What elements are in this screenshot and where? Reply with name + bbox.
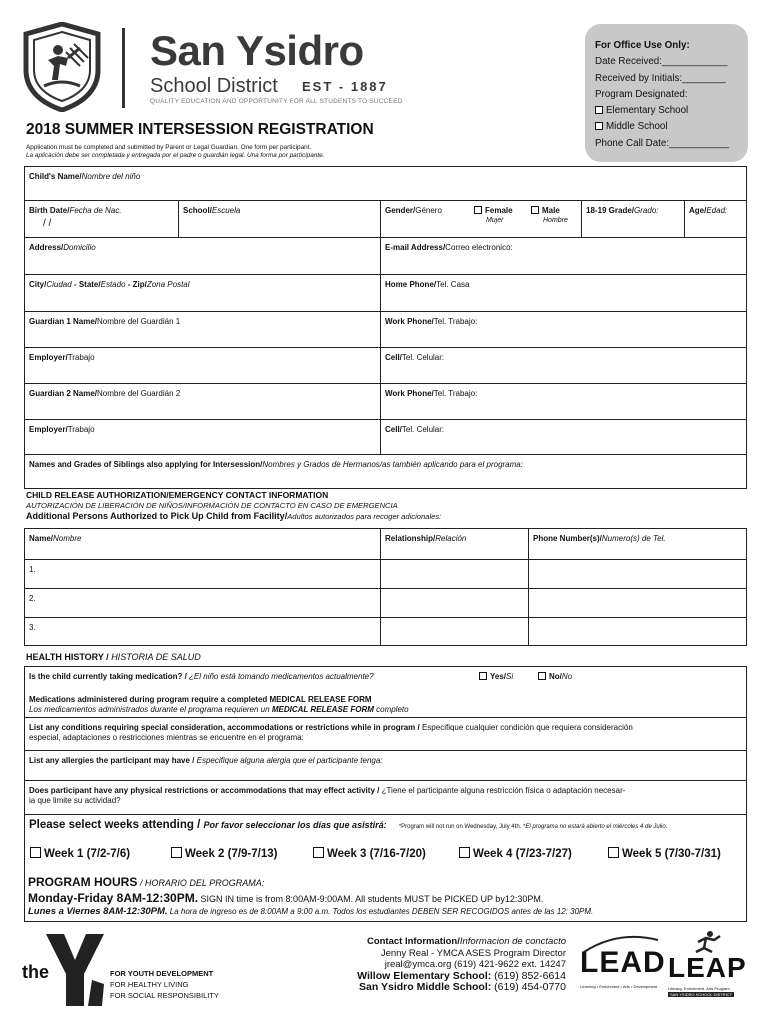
conditions-row[interactable] bbox=[25, 717, 746, 750]
pickup-phone-cell[interactable] bbox=[528, 589, 746, 617]
meds-release-note: Medications administered during program require a completed MEDICAL RELEASE FORM bbox=[29, 695, 372, 704]
guardian2-work-phone-field[interactable]: Work Phone/Tel. Trabajo: bbox=[380, 384, 746, 419]
employer2-row bbox=[25, 419, 746, 454]
guardian2-cell-field[interactable]: Cell/Tel. Celular: bbox=[380, 420, 746, 454]
contact-director: Jenny Real - YMCA ASES Program Director bbox=[380, 947, 566, 959]
male-checkbox[interactable] bbox=[531, 206, 539, 214]
program-hours-es: Lunes a Viernes 8AM-12:30PM. La hora de ingreso es de 8:00AM a 9:00 a.m. Todos los estudiantes DEBEN SER RECOGIDOS antes de las 12: 30PM. bbox=[28, 906, 594, 917]
conditions-field: List any conditions requiring special consideration, accommodations or restrictions while in program / Especifique cualquier condición que requiera consideración especial, adaptaciones o restricciones mientras se encuentre en el programa: bbox=[29, 723, 633, 742]
guardian1-row bbox=[25, 311, 746, 347]
week-1-checkbox[interactable] bbox=[30, 847, 41, 858]
district-established: EST - 1887 bbox=[302, 79, 388, 94]
male-option[interactable]: Male bbox=[531, 206, 560, 215]
pickup-row-3[interactable] bbox=[25, 617, 746, 645]
week-3-checkbox[interactable] bbox=[313, 847, 324, 858]
physical-row[interactable] bbox=[25, 780, 746, 814]
pickup-col-name: Name/Nombre bbox=[29, 534, 82, 543]
week-3-option[interactable] bbox=[313, 847, 426, 860]
form-title: 2018 SUMMER INTERSESSION REGISTRATION bbox=[26, 121, 374, 138]
employer2-field[interactable]: Employer/Trabajo bbox=[29, 425, 95, 434]
gender-field: Gender/Género Female Mujer Male Hombre bbox=[380, 201, 581, 237]
district-subtitle: School District bbox=[150, 75, 278, 97]
leap-text: LEAP bbox=[668, 952, 747, 983]
contact-info bbox=[357, 936, 566, 994]
leap-district: SAN YSIDRO SCHOOL DISTRICT bbox=[670, 992, 733, 997]
pickup-relationship-cell[interactable] bbox=[380, 560, 528, 588]
employer1-field[interactable]: Employer/Trabajo bbox=[29, 353, 95, 362]
week-1-label: Week 1 (7/2-7/6) bbox=[44, 848, 131, 860]
address-row bbox=[25, 237, 746, 274]
allergies-field: List any allergies the participant may have / Especifique alguna alergia que el participante tenga: bbox=[29, 756, 383, 765]
child-name-label: Child's Name/Nombre del niño bbox=[29, 172, 141, 181]
birth-date-field[interactable]: Birth Date/Fecha de Nac. / / bbox=[25, 201, 178, 237]
week-5-checkbox[interactable] bbox=[608, 847, 619, 858]
male-es-label: Hombre bbox=[543, 217, 568, 224]
middle-label: Middle School bbox=[606, 121, 668, 133]
office-phone-call[interactable]: Phone Call Date:___________ bbox=[595, 137, 729, 149]
weeks-note: *Program will not run on Wednesday, July 4th. *El programa no estará abierto el miércoles 4 de Julio. bbox=[398, 824, 668, 830]
pickup-phone-cell[interactable] bbox=[528, 560, 746, 588]
allergies-row[interactable] bbox=[25, 750, 746, 780]
week-4-option[interactable] bbox=[459, 847, 572, 860]
ymca-line-2: FOR HEALTHY LIVING bbox=[110, 980, 189, 989]
female-es-label: Mujer bbox=[486, 217, 504, 224]
meds-yes-option[interactable]: Yes/Si bbox=[479, 672, 513, 681]
medication-question: Is the child currently taking medication? / ¿El niño está tomando medicamentos actualmente? Yes/Si No/No Medications administered during program require a completed MEDICAL RELEASE FORM Los medicamentos administrados durante el programa requieren un MEDICAL RELEASE FORM completo bbox=[29, 672, 573, 714]
guardian1-name-field[interactable]: Guardian 1 Name/Nombre del Guardián 1 bbox=[29, 317, 181, 326]
pickup-row-number: 1. bbox=[29, 565, 36, 574]
week-2-label: Week 2 (7/9-7/13) bbox=[185, 848, 278, 860]
contact-willow: Willow Elementary School: (619) 852-6614 bbox=[357, 969, 566, 982]
home-phone-field[interactable]: Home Phone/Tel. Casa bbox=[380, 275, 746, 311]
pickup-phone-cell[interactable] bbox=[528, 618, 746, 645]
district-shield-logo bbox=[22, 22, 102, 112]
release-section-header bbox=[26, 490, 441, 521]
header-divider bbox=[122, 28, 125, 108]
pickup-relationship-cell[interactable] bbox=[380, 618, 528, 645]
office-program-designated: Program Designated: bbox=[595, 88, 688, 100]
birth-row bbox=[25, 200, 746, 237]
program-hours-en: Monday-Friday 8AM-12:30PM. SIGN IN time is from 8:00AM-9:00AM. All students MUST be PICKED UP by12:30PM. bbox=[28, 891, 544, 905]
guardian2-name-field[interactable]: Guardian 2 Name/Nombre del Guardián 2 bbox=[29, 389, 181, 398]
address-field[interactable]: Address/Domicilio bbox=[29, 243, 96, 252]
meds-no-option[interactable]: No/No bbox=[538, 672, 572, 681]
child-info-grid bbox=[24, 166, 747, 489]
pickup-relationship-cell[interactable] bbox=[380, 589, 528, 617]
guardian1-cell-field[interactable]: Cell/Tel. Celular: bbox=[380, 348, 746, 383]
office-elementary-option[interactable] bbox=[595, 103, 738, 119]
lead-logo bbox=[578, 934, 666, 1000]
leap-subtitle: Literacy, Enrichment, Arts Program bbox=[668, 986, 730, 991]
age-field[interactable]: Age/Edad: bbox=[684, 201, 746, 237]
pickup-label: Additional Persons Authorized to Pick Up Child from Facility/Adultos autorizados para recoger adicionales: bbox=[26, 511, 442, 521]
ymca-the-text: the bbox=[22, 962, 49, 982]
leap-logo bbox=[668, 930, 746, 1002]
form-note-en: Application must be completed and submitted by Parent or Legal Guardian. One form per participant. bbox=[26, 144, 312, 151]
release-title: CHILD RELEASE AUTHORIZATION/EMERGENCY CONTACT INFORMATION bbox=[26, 490, 329, 500]
ymca-tagline bbox=[110, 968, 219, 1001]
office-date-received[interactable]: Date Received:____________ bbox=[595, 56, 728, 68]
pickup-row-2[interactable] bbox=[25, 588, 746, 617]
weeks-select-field: Please select weeks attending / Por favor seleccionar los días que asistirá: *Program will not run on Wednesday, July 4th. *El programa no estará abierto el miércoles 4 de Julio. bbox=[29, 819, 668, 831]
form-note-es: La aplicación debe ser completada y entregada por el padre o guardián legal. Una forma por participante. bbox=[26, 152, 325, 160]
pickup-table bbox=[24, 528, 747, 646]
medication-row bbox=[25, 667, 746, 717]
pickup-col-phone: Phone Number(s)/Numero(s) de Tel. bbox=[528, 529, 746, 559]
form-note bbox=[26, 144, 324, 160]
pickup-row-number: 2. bbox=[29, 594, 36, 603]
ymca-line-1: FOR YOUTH DEVELOPMENT bbox=[110, 969, 214, 978]
office-received-by[interactable]: Received by Initials:________ bbox=[595, 72, 726, 84]
contact-email-phone: jreal@ymca.org (619) 421-9622 ext. 14247 bbox=[384, 959, 566, 970]
email-field[interactable]: E-mail Address/Correo electronico: bbox=[380, 238, 746, 274]
middle-checkbox[interactable] bbox=[595, 122, 603, 130]
child-name-row[interactable] bbox=[25, 167, 746, 200]
contact-title: Contact Information/Informacion de conctacto bbox=[366, 936, 566, 947]
elementary-checkbox[interactable] bbox=[595, 106, 603, 114]
female-checkbox[interactable] bbox=[474, 206, 482, 214]
pickup-row-1[interactable] bbox=[25, 559, 746, 588]
siblings-field: Names and Grades of Siblings also applying for Intersession/Nombres y Grados de Hermanos/as también aplicando para el programa: bbox=[29, 460, 523, 469]
district-name: San Ysidro bbox=[150, 27, 364, 74]
week-4-checkbox[interactable] bbox=[459, 847, 470, 858]
health-title: HEALTH HISTORY / HISTORIA DE SALUD bbox=[26, 652, 201, 662]
physical-restrictions-field: Does participant have any physical restrictions or accommodations that may effect activity / ¿Tiene el participante alguna restricción física o adaptación necesar- ia que limite su actividad? bbox=[29, 786, 626, 805]
program-hours-block bbox=[28, 875, 593, 917]
office-use-box bbox=[585, 24, 748, 162]
week-5-option[interactable] bbox=[608, 847, 721, 860]
grade-field[interactable]: 18-19 Grade/Grado: bbox=[581, 201, 684, 237]
female-option[interactable]: Female bbox=[474, 206, 513, 215]
office-middle-option[interactable] bbox=[595, 119, 738, 135]
birth-date-slashes: / / bbox=[43, 218, 52, 229]
guardian1-work-phone-field[interactable]: Work Phone/Tel. Trabajo: bbox=[380, 312, 746, 347]
release-title-es: AUTORIZACIÓN DE LIBERACIÓN DE NIÑOS/INFORMACIÓN DE CONTACTO EN CASO DE EMERGENCIA bbox=[26, 501, 398, 510]
pickup-row-number: 3. bbox=[29, 623, 36, 632]
city-row bbox=[25, 274, 746, 311]
meds-no-checkbox[interactable] bbox=[538, 672, 546, 680]
school-field[interactable]: School/Escuela bbox=[178, 201, 380, 237]
leap-runner-icon bbox=[692, 930, 722, 954]
district-tagline: QUALITY EDUCATION AND OPPORTUNITY FOR ALL STUDENTS TO SUCCEED bbox=[150, 98, 403, 105]
week-5-label: Week 5 (7/30-7/31) bbox=[622, 848, 721, 860]
lead-subtitle: Learning • Enrichment • Arts • Development bbox=[580, 984, 658, 989]
week-3-label: Week 3 (7/16-7/20) bbox=[327, 848, 426, 860]
ymca-y-logo bbox=[44, 930, 106, 1008]
week-4-label: Week 4 (7/23-7/27) bbox=[473, 848, 572, 860]
meds-release-note-es: Los medicamentos administrados durante el programa requieren un MEDICAL RELEASE FORM completo bbox=[29, 705, 409, 714]
contact-middle: San Ysidro Middle School: (619) 454-0770 bbox=[359, 981, 566, 993]
lead-text: LEAD bbox=[580, 946, 666, 979]
siblings-row[interactable] bbox=[25, 454, 746, 488]
guardian2-row bbox=[25, 383, 746, 419]
pickup-col-relationship: Relationship/Relación bbox=[380, 529, 528, 559]
week-1-option[interactable] bbox=[30, 847, 130, 860]
office-title: For Office Use Only: bbox=[595, 40, 690, 51]
meds-yes-checkbox[interactable] bbox=[479, 672, 487, 680]
ymca-line-3: FOR SOCIAL RESPONSIBILITY bbox=[110, 991, 219, 1000]
elementary-label: Elementary School bbox=[606, 105, 689, 117]
pickup-header-row bbox=[25, 529, 746, 559]
employer1-row bbox=[25, 347, 746, 383]
week-2-checkbox[interactable] bbox=[171, 847, 182, 858]
week-2-option[interactable] bbox=[171, 847, 277, 860]
program-hours-title: PROGRAM HOURS / HORARIO DEL PROGRAMA: bbox=[28, 875, 265, 889]
city-state-zip-field[interactable]: City/Ciudad - State/Estado - Zip/Zona Postal bbox=[29, 280, 190, 289]
